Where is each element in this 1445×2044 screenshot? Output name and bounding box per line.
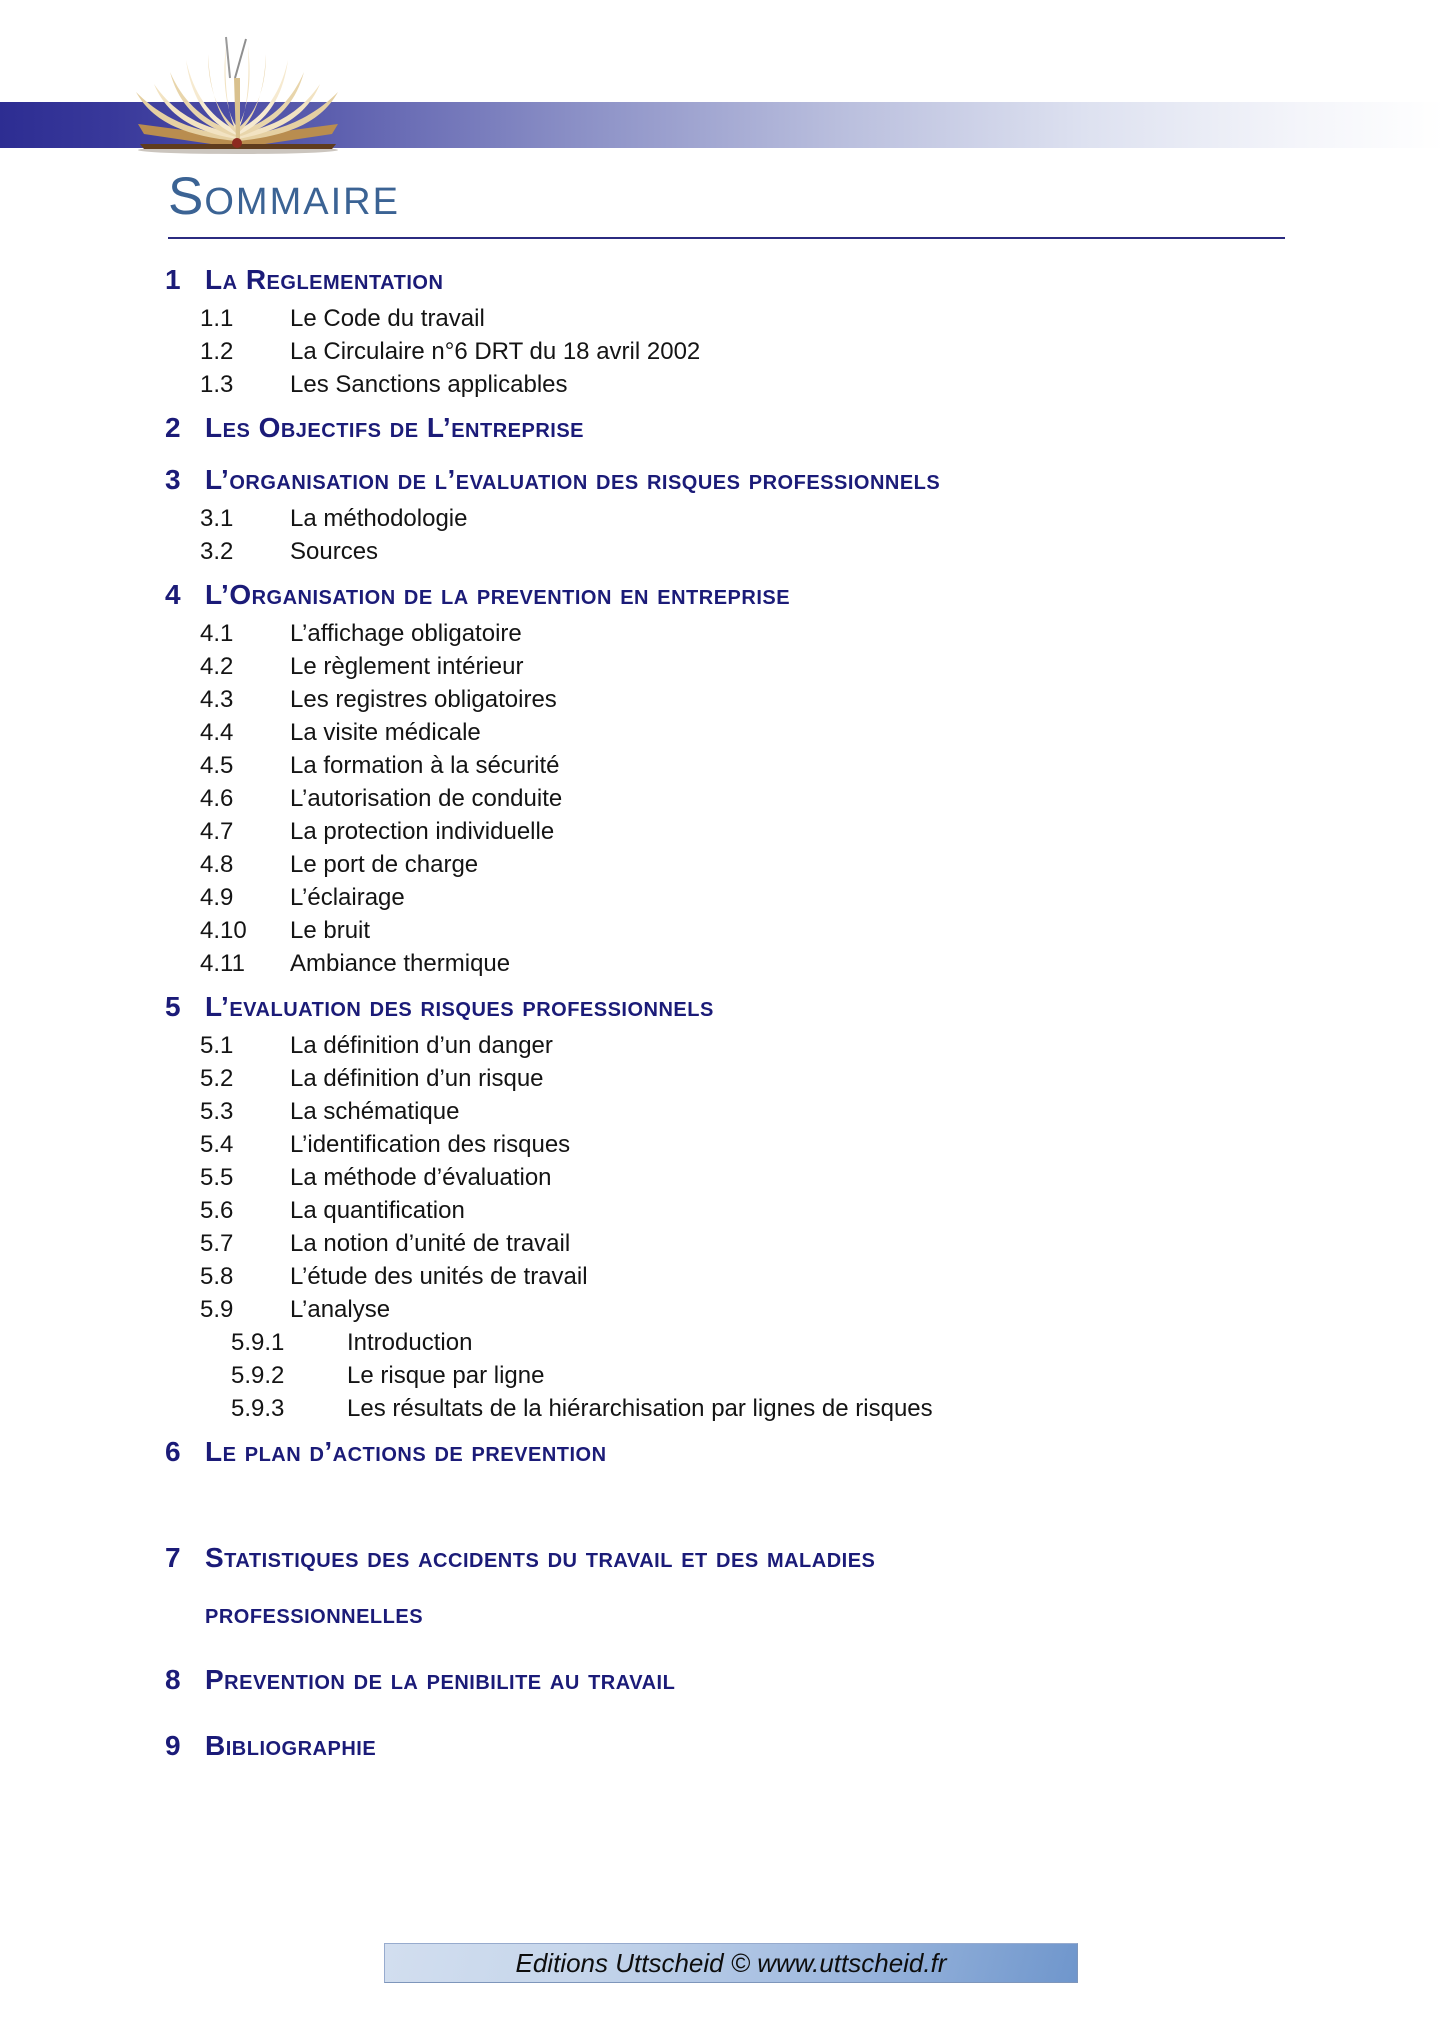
subsubsection-number: 5.9.1 xyxy=(231,1329,285,1356)
subsection-number: 4.1 xyxy=(200,620,234,647)
toc-subentry xyxy=(0,1062,1445,1095)
subsection-number: 4.5 xyxy=(200,752,234,779)
section-title-line2: professionnelles xyxy=(205,1598,424,1629)
section-title: L’organisation de l’evaluation des risques professionnels xyxy=(205,464,941,495)
toc-subentry xyxy=(0,1227,1445,1260)
toc-subentry xyxy=(0,815,1445,848)
section-number: 7 xyxy=(165,1542,181,1573)
page-title-initial: S xyxy=(168,167,205,226)
subsection-number: 4.6 xyxy=(200,785,234,812)
toc-section-8 xyxy=(0,1663,1445,1697)
toc-section-7 xyxy=(0,1541,1445,1575)
subsection-number: 3.2 xyxy=(200,538,234,565)
toc-section-3 xyxy=(0,463,1445,497)
subsection-title: La visite médicale xyxy=(290,719,481,746)
subsection-number: 4.2 xyxy=(200,653,234,680)
toc-subentry xyxy=(0,1095,1445,1128)
toc-subentry xyxy=(0,1161,1445,1194)
subsubsection-title: Les résultats de la hiérarchisation par lignes de risques xyxy=(347,1395,933,1422)
subsection-number: 1.2 xyxy=(200,338,234,365)
subsection-title: La protection individuelle xyxy=(290,818,555,845)
subsection-title: La quantification xyxy=(290,1197,465,1224)
toc-subentry xyxy=(0,335,1445,368)
title-rule xyxy=(168,237,1285,239)
subsection-title: L’éclairage xyxy=(290,884,405,911)
toc-subentry xyxy=(0,1326,1445,1359)
toc-section-1 xyxy=(0,263,1445,297)
subsection-title: Le Code du travail xyxy=(290,305,485,332)
toc-subentry xyxy=(0,1128,1445,1161)
subsection-title: Les registres obligatoires xyxy=(290,686,557,713)
subsection-number: 5.7 xyxy=(200,1230,234,1257)
subsection-number: 5.4 xyxy=(200,1131,234,1158)
section-number: 4 xyxy=(165,579,181,610)
subsection-title: Le port de charge xyxy=(290,851,479,878)
subsection-title: Les Sanctions applicables xyxy=(290,371,568,398)
toc-subentry xyxy=(0,716,1445,749)
toc-subentry xyxy=(0,749,1445,782)
toc-subentry xyxy=(0,914,1445,947)
subsection-title: La formation à la sécurité xyxy=(290,752,560,779)
subsection-title: L’analyse xyxy=(290,1296,391,1323)
toc-section-6 xyxy=(0,1435,1445,1469)
section-number: 2 xyxy=(165,412,181,443)
subsection-number: 5.1 xyxy=(200,1032,234,1059)
subsection-number: 5.6 xyxy=(200,1197,234,1224)
section-title: Bibliographie xyxy=(205,1730,377,1761)
subsection-title: L’étude des unités de travail xyxy=(290,1263,588,1290)
toc-subentry xyxy=(0,881,1445,914)
section-title: L’Organisation de la prevention en entreprise xyxy=(205,579,791,610)
page-title-rest: OMMAIRE xyxy=(204,181,400,223)
subsection-number: 4.10 xyxy=(200,917,247,944)
subsubsection-number: 5.9.2 xyxy=(231,1362,285,1389)
subsection-title: La définition d’un danger xyxy=(290,1032,553,1059)
subsection-number: 4.8 xyxy=(200,851,234,878)
section-title: La Reglementation xyxy=(205,264,444,295)
section-title: L’evaluation des risques professionnels xyxy=(205,991,714,1022)
subsubsection-title: Introduction xyxy=(347,1329,473,1356)
toc-subentry xyxy=(0,1260,1445,1293)
subsection-number: 5.9 xyxy=(200,1296,234,1323)
footer-text: Editions Uttscheid © www.uttscheid.fr xyxy=(515,1947,947,1978)
toc-subentry xyxy=(0,1359,1445,1392)
toc-subentry xyxy=(0,683,1445,716)
toc-subentry xyxy=(0,502,1445,535)
page-title xyxy=(168,167,400,226)
subsection-title: L’identification des risques xyxy=(290,1131,571,1158)
subsection-number: 5.2 xyxy=(200,1065,234,1092)
subsection-title: La notion d’unité de travail xyxy=(290,1230,571,1257)
subsection-number: 3.1 xyxy=(200,505,234,532)
section-number: 9 xyxy=(165,1730,181,1761)
subsection-number: 5.5 xyxy=(200,1164,234,1191)
toc-subentry xyxy=(0,947,1445,980)
subsection-number: 4.11 xyxy=(200,950,245,977)
open-book-icon xyxy=(126,34,350,156)
subsubsection-title: Le risque par ligne xyxy=(347,1362,545,1389)
toc-subentry xyxy=(0,617,1445,650)
toc-subentry xyxy=(0,1194,1445,1227)
toc-subentry xyxy=(0,1293,1445,1326)
subsection-title: L’autorisation de conduite xyxy=(290,785,563,812)
section-title: Les Objectifs de L’entreprise xyxy=(205,412,585,443)
subsection-title: La définition d’un risque xyxy=(290,1065,544,1092)
subsection-title: L’affichage obligatoire xyxy=(290,620,522,647)
toc-section-9 xyxy=(0,1729,1445,1763)
subsection-number: 4.4 xyxy=(200,719,234,746)
subsection-number: 4.3 xyxy=(200,686,234,713)
toc-subentry xyxy=(0,535,1445,568)
toc-subentry xyxy=(0,1029,1445,1062)
footer-banner xyxy=(384,1943,1078,1983)
subsection-title: La Circulaire n°6 DRT du 18 avril 2002 xyxy=(290,338,701,365)
toc-subentry xyxy=(0,848,1445,881)
subsubsection-number: 5.9.3 xyxy=(231,1395,285,1422)
subsection-number: 1.1 xyxy=(200,305,234,332)
section-number: 6 xyxy=(165,1436,181,1467)
section-number: 3 xyxy=(165,464,181,495)
subsection-number: 1.3 xyxy=(200,371,234,398)
toc-section-5 xyxy=(0,990,1445,1024)
section-title: Statistiques des accidents du travail et des maladies xyxy=(205,1542,876,1573)
open-book-logo xyxy=(126,34,350,156)
subsection-number: 4.9 xyxy=(200,884,234,911)
subsection-title: La schématique xyxy=(290,1098,460,1125)
toc-section-4 xyxy=(0,578,1445,612)
toc-section-2 xyxy=(0,411,1445,445)
subsection-title: Le règlement intérieur xyxy=(290,653,524,680)
subsection-number: 5.8 xyxy=(200,1263,234,1290)
subsection-title: Ambiance thermique xyxy=(290,950,511,977)
subsection-title: Le bruit xyxy=(290,917,371,944)
section-number: 5 xyxy=(165,991,181,1022)
subsection-title: La méthodologie xyxy=(290,505,468,532)
toc-subentry xyxy=(0,368,1445,401)
toc xyxy=(0,240,1445,1771)
section-title: Le plan d’actions de prevention xyxy=(205,1436,607,1467)
subsection-number: 4.7 xyxy=(200,818,234,845)
section-title: Prevention de la penibilite au travail xyxy=(205,1664,676,1695)
toc-subentry xyxy=(0,1392,1445,1425)
section-number: 8 xyxy=(165,1664,181,1695)
toc-subentry xyxy=(0,650,1445,683)
subsection-number: 5.3 xyxy=(200,1098,234,1125)
toc-subentry xyxy=(0,782,1445,815)
subsection-title: Sources xyxy=(290,538,379,565)
toc-subentry xyxy=(0,302,1445,335)
section-number: 1 xyxy=(165,264,181,295)
subsection-title: La méthode d’évaluation xyxy=(290,1164,552,1191)
